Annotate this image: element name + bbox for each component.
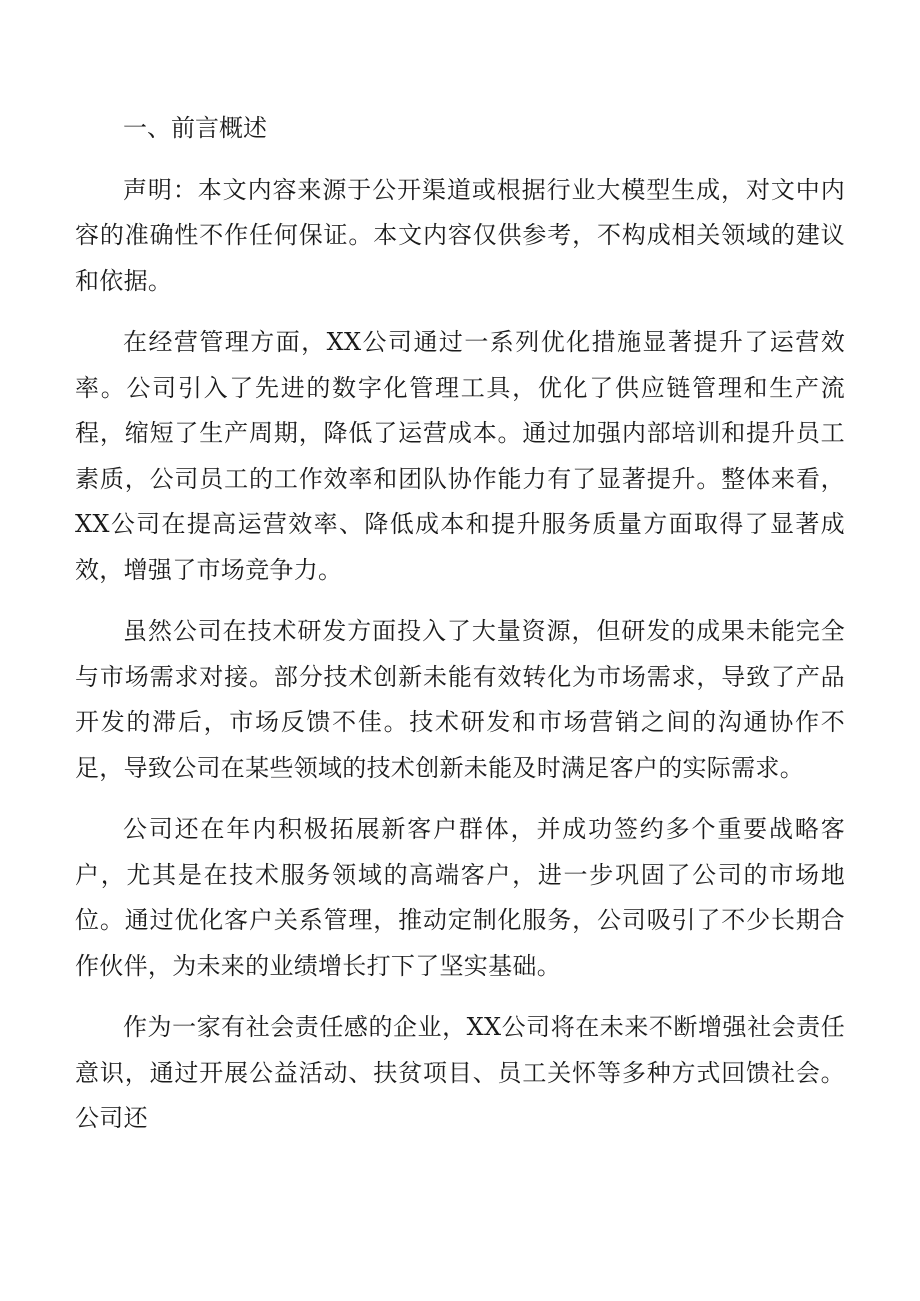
social-responsibility-paragraph: 作为一家有社会责任感的企业，XX公司将在未来不断增强社会责任意识，通过开展公益活动、扶贫项目、员工关怀等多种方式回馈社会。公司还 bbox=[75, 1013, 845, 1132]
rnd-paragraph: 虽然公司在技术研发方面投入了大量资源，但研发的成果未能完全与市场需求对接。部分技术创新未能有效转化为市场需求，导致了产品开发的滞后，市场反馈不佳。技术研发和市场营销之间的沟通协作不足，导致公司在某些领域的技术创新未能及时满足客户的实际需求。 bbox=[75, 617, 845, 782]
customers-paragraph: 公司还在年内积极拓展新客户群体，并成功签约多个重要战略客户，尤其是在技术服务领域的高端客户，进一步巩固了公司的市场地位。通过优化客户关系管理，推动定制化服务，公司吸引了不少长期合作伙伴，为未来的业绩增长打下了坚实基础。 bbox=[75, 815, 845, 980]
document-body bbox=[75, 106, 845, 1158]
disclaimer-paragraph: 声明：本文内容来源于公开渠道或根据行业大模型生成，对文中内容的准确性不作任何保证。本文内容仅供参考，不构成相关领域的建议和依据。 bbox=[75, 175, 845, 295]
section-heading: 一、前言概述 bbox=[123, 114, 267, 142]
operations-paragraph: 在经营管理方面，XX公司通过一系列优化措施显著提升了运营效率。公司引入了先进的数字化管理工具，优化了供应链管理和生产流程，缩短了生产周期，降低了运营成本。通过加强内部培训和提升员工素质，公司员工的工作效率和团队协作能力有了显著提升。整体来看，XX公司在提高运营效率、降低成本和提升服务质量方面取得了显著成效，增强了市场竞争力。 bbox=[75, 328, 845, 584]
